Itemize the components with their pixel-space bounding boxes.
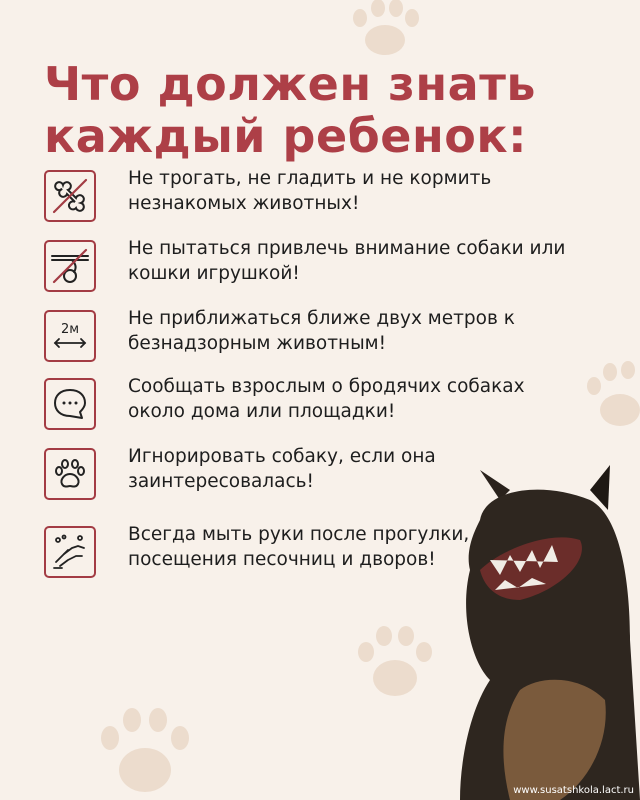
barking-dog-image — [440, 460, 640, 800]
paw-print-decoration — [90, 700, 200, 800]
wash-hands-icon — [44, 526, 96, 578]
paw-icon — [44, 448, 96, 500]
watermark: www.susatshkola.lact.ru — [513, 785, 634, 796]
paw-print-decoration — [580, 360, 640, 440]
rule-text: Не трогать, не гладить и не кормить незнакомых животных! — [128, 168, 492, 214]
rule-item-1 — [44, 170, 564, 226]
speech-bubble-icon — [44, 378, 96, 430]
paw-print-decoration — [350, 620, 440, 710]
rule-text: Не пытаться привлечь внимание собаки или кошки игрушкой! — [128, 238, 566, 284]
no-toy-icon — [44, 240, 96, 292]
distance-2m-icon — [44, 310, 96, 362]
title-line-2: каждый ребенок: — [44, 109, 527, 163]
rule-item-3 — [44, 310, 564, 366]
rule-item-4 — [44, 378, 564, 434]
title-line-1: Что должен знать — [44, 57, 536, 111]
page-title — [44, 58, 604, 162]
distance-label: 2м — [60, 322, 80, 337]
rule-text: Не приближаться ближе двух метров к безнадзорным животным! — [128, 308, 515, 354]
paw-print-decoration — [340, 0, 430, 60]
no-bone-icon — [44, 170, 96, 222]
rule-text: Сообщать взрослым о бродячих собаках около дома или площадки! — [128, 376, 525, 422]
rule-item-2 — [44, 240, 564, 296]
rule-text: Всегда мыть руки после прогулки, посещения песочниц и дворов! — [128, 524, 470, 570]
rule-text: Игнорировать собаку, если она заинтересовалась! — [128, 446, 436, 492]
